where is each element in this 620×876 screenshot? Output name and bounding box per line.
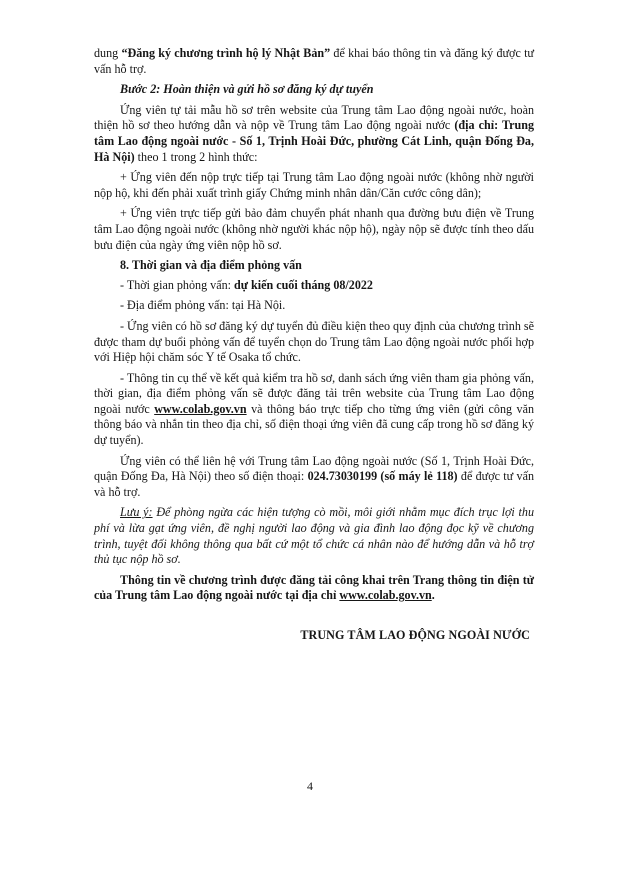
interview-time	[94, 278, 534, 294]
note-paragraph	[94, 505, 534, 567]
signature-block: TRUNG TÂM LAO ĐỘNG NGOÀI NƯỚC	[300, 628, 530, 642]
text: - Thời gian phỏng vấn:	[120, 277, 234, 292]
website-link[interactable]: www.colab.gov.vn	[339, 588, 432, 603]
step2-paragraph	[94, 103, 534, 165]
note-text: Để phòng ngừa các hiện tượng cò mồi, môi giới nhằm mục đích trục lợi thu phí và lừa gạt ứng viên, đề nghị người lao động và gia đình lao động đọc kỹ về chương trình, tuyệt đối không thông qua bất cứ một tổ chức cá nhân nào để hướng dẫn và hỗ trợ thủ tục nộp hồ sơ.	[94, 505, 534, 567]
section8-heading	[94, 258, 534, 274]
bullet-in-person: + Ứng viên đến nộp trực tiếp tại Trung tâm Lao động ngoài nước (không nhờ người nộp hộ, khi đến phải xuất trình giấy Chứng minh nhân dân/Căn cước công dân);	[94, 170, 534, 200]
interview-place: - Địa điểm phỏng vấn: tại Hà Nội.	[120, 298, 286, 313]
interview-time-value: dự kiến cuối tháng 08/2022	[234, 277, 373, 292]
published-paragraph	[94, 573, 534, 604]
text: để được tư vấn và hỗ trợ.	[94, 469, 535, 499]
section8-heading-text: 8. Thời gian và địa điểm phỏng vấn	[120, 258, 302, 273]
address-bold: (địa chỉ: Trung tâm Lao động ngoài nước - Số 1, Trịnh Hoài Đức, phường Cát Linh, quận Đống Đa, Hà Nội)	[94, 118, 534, 164]
text: để khai báo thông tin và đăng ký được tư vấn hỗ trợ.	[94, 46, 534, 76]
text: .	[431, 588, 435, 603]
step2-heading	[94, 82, 534, 98]
step2-heading-text: Bước 2: Hoàn thiện và gửi hồ sơ đăng ký dự tuyển	[120, 82, 374, 97]
text: Ứng viên có thể liên hệ với Trung tâm Lao động ngoài nước (Số 1, Trịnh Hoài Đức, quận Đống Đa, Hà Nội) theo số điện thoại:	[94, 453, 534, 484]
text: - Thông tin cụ thể về kết quả kiểm tra hồ sơ, danh sách ứng viên tham gia phỏng vấn, thời gian, địa điểm phỏng vấn sẽ được đăng tải trên website của Trung tâm Lao động ngoài nước	[94, 370, 534, 416]
registration-paragraph	[94, 46, 534, 77]
contact-paragraph	[94, 454, 534, 501]
note-label: Lưu ý:	[120, 505, 153, 520]
document-body	[94, 46, 534, 649]
text: dung	[94, 46, 122, 60]
phone-number: 024.73030199 (số máy lẻ 118)	[307, 469, 458, 484]
website-link[interactable]: www.colab.gov.vn	[154, 401, 247, 416]
text: Ứng viên tự tải mẫu hồ sơ trên website của Trung tâm Lao động ngoài nước, hoàn thiện hồ sơ theo hướng dẫn và nộp về Trung tâm Lao động ngoài nước	[94, 102, 534, 133]
text: Thông tin về chương trình được đăng tải công khai trên Trang thông tin điện tử của Trung tâm Lao động ngoài nước tại địa chỉ	[94, 572, 534, 603]
page-number: 4	[307, 779, 313, 793]
eligible-paragraph: - Ứng viên có hồ sơ đăng ký dự tuyển đủ điều kiện theo quy định của chương trình sẽ được tham dự buổi phỏng vấn để tuyển chọn do Trung tâm Lao động ngoài nước phối hợp với Hiệp hội chăm sóc Y tế Osaka tổ chức.	[94, 318, 534, 365]
text: và thông báo trực tiếp cho từng ứng viên (gửi công văn thông báo và nhắn tin theo địa chỉ, số điện thoại ứng viên đã cung cấp trong hồ sơ đăng ký dự tuyển).	[94, 401, 534, 448]
text: theo 1 trong 2 hình thức:	[134, 149, 258, 164]
results-paragraph	[94, 371, 534, 449]
program-name: “Đăng ký chương trình hộ lý Nhật Bản”	[121, 46, 331, 60]
bullet-by-post: + Ứng viên trực tiếp gửi bảo đảm chuyển phát nhanh qua đường bưu điện về Trung tâm Lao động ngoài nước (không nhờ người khác nộp hộ), ngày nộp sẽ được tính theo dấu bưu điện của ngày ứng viên nộp hồ sơ.	[94, 206, 534, 252]
